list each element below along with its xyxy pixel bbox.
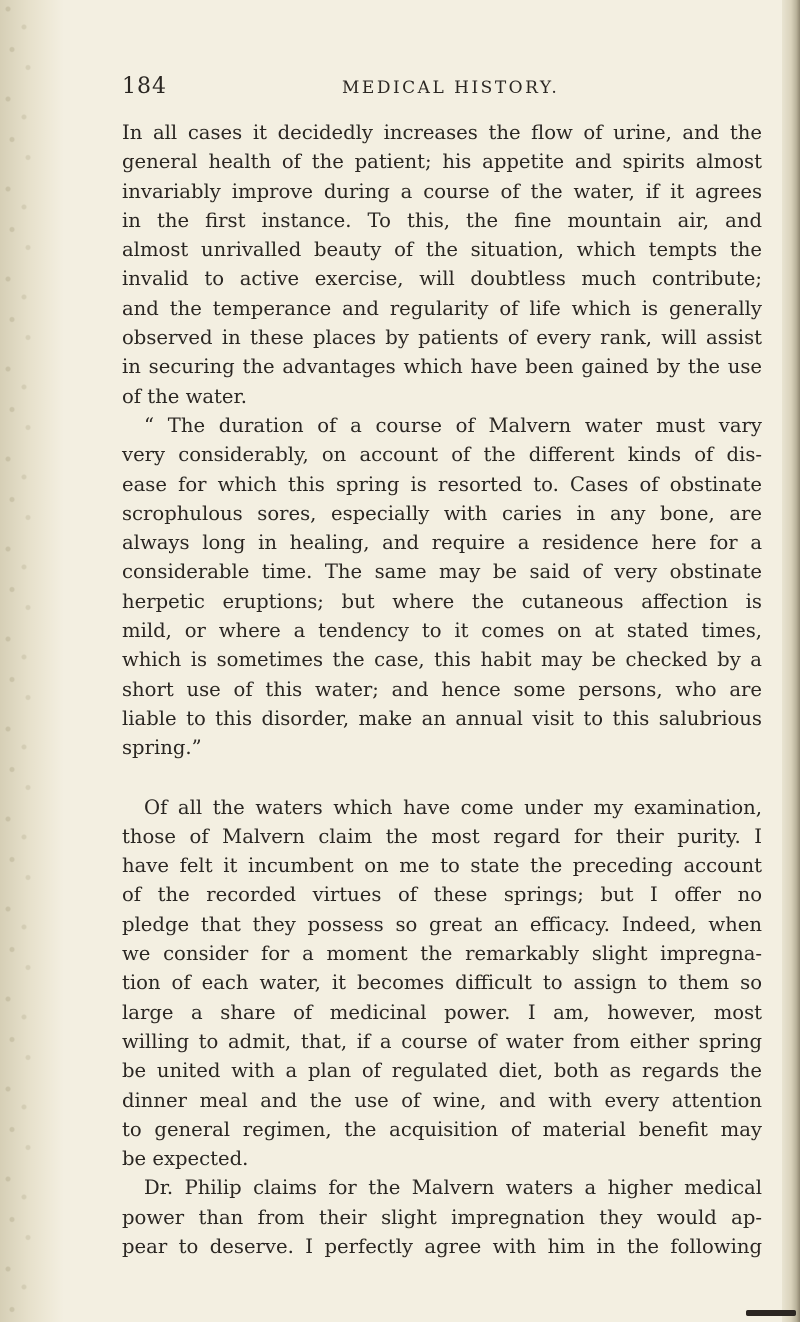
text-line: invalid to active exercise, will doubtless much contribute; [122, 267, 762, 291]
text-line: willing to admit, that, if a course of water from either spring [122, 1029, 762, 1053]
text-line: be united with a plan of regulated diet, both as regards the [122, 1059, 762, 1083]
text-line: in securing the advantages which have been gained by the use [122, 355, 762, 379]
text-line: mild, or where a tendency to it comes on at stated times, [122, 619, 762, 643]
text-line: we consider for a moment the remarkably slight impregna- [122, 942, 762, 966]
paragraph-gap [122, 763, 762, 793]
page-number: 184 [122, 74, 167, 99]
page-edge [782, 0, 800, 1322]
text-line: herpetic eruptions; but where the cutaneous affection is [122, 589, 762, 613]
text-line: Dr. Philip claims for the Malvern waters a higher medical [144, 1176, 762, 1200]
text-line: pear to deserve. I perfectly agree with him in the following [122, 1234, 762, 1258]
binding-texture [0, 0, 40, 1322]
text-line: scrophulous sores, especially with caries in any bone, are [122, 501, 762, 525]
text-line: tion of each water, it becomes difficult to assign to them so [122, 971, 762, 995]
text-line: very considerably, on account of the different kinds of dis- [122, 443, 762, 467]
text-line: observed in these places by patients of every rank, will assist [122, 326, 762, 350]
text-line: of the water. [122, 384, 247, 408]
text-line: of the recorded virtues of these springs; but I offer no [122, 883, 762, 907]
text-line: short use of this water; and hence some persons, who are [122, 677, 762, 701]
text-line: dinner meal and the use of wine, and with every attention [122, 1088, 762, 1112]
text-line: pledge that they possess so great an efficacy. Indeed, when [122, 912, 762, 936]
body-text [122, 118, 762, 1258]
text-line: have felt it incumbent on me to state the preceding account [122, 854, 762, 878]
paragraph-p4 [122, 1173, 762, 1261]
text-line: power than from their slight impregnation they would ap- [122, 1205, 762, 1229]
text-line: ease for which this spring is resorted to. Cases of obstinate [122, 472, 762, 496]
text-line: and the temperance and regularity of life which is generally [122, 296, 762, 320]
text-line: considerable time. The same may be said of very obstinate [122, 560, 762, 584]
corner-mark [746, 1310, 796, 1316]
running-title: MEDICAL HISTORY. [342, 78, 560, 98]
text-line: be expected. [122, 1147, 249, 1171]
text-line: “ The duration of a course of Malvern water must vary [144, 413, 762, 437]
text-line: to general regimen, the acquisition of material benefit may [122, 1117, 762, 1141]
text-line: spring.” [122, 736, 202, 760]
text-line: in the first instance. To this, the fine mountain air, and [122, 208, 762, 232]
paragraph-p1 [122, 118, 762, 411]
paragraph-p3 [122, 793, 762, 1174]
text-line: liable to this disorder, make an annual visit to this salubrious [122, 706, 762, 730]
text-line: Of all the waters which have come under my examination, [144, 795, 762, 819]
paragraph-p2 [122, 411, 762, 763]
text-line: In all cases it decidedly increases the flow of urine, and the [122, 121, 762, 144]
text-line: always long in healing, and require a residence here for a [122, 531, 762, 555]
text-line: large a share of medicinal power. I am, however, most [122, 1000, 762, 1024]
text-line: which is sometimes the case, this habit may be checked by a [122, 648, 762, 672]
text-line: almost unrivalled beauty of the situation, which tempts the [122, 238, 762, 262]
text-line: invariably improve during a course of the water, if it agrees [122, 179, 762, 203]
text-line: those of Malvern claim the most regard for their purity. I [122, 824, 762, 848]
page-header [122, 74, 757, 104]
text-line: general health of the patient; his appetite and spirits almost [122, 150, 762, 174]
